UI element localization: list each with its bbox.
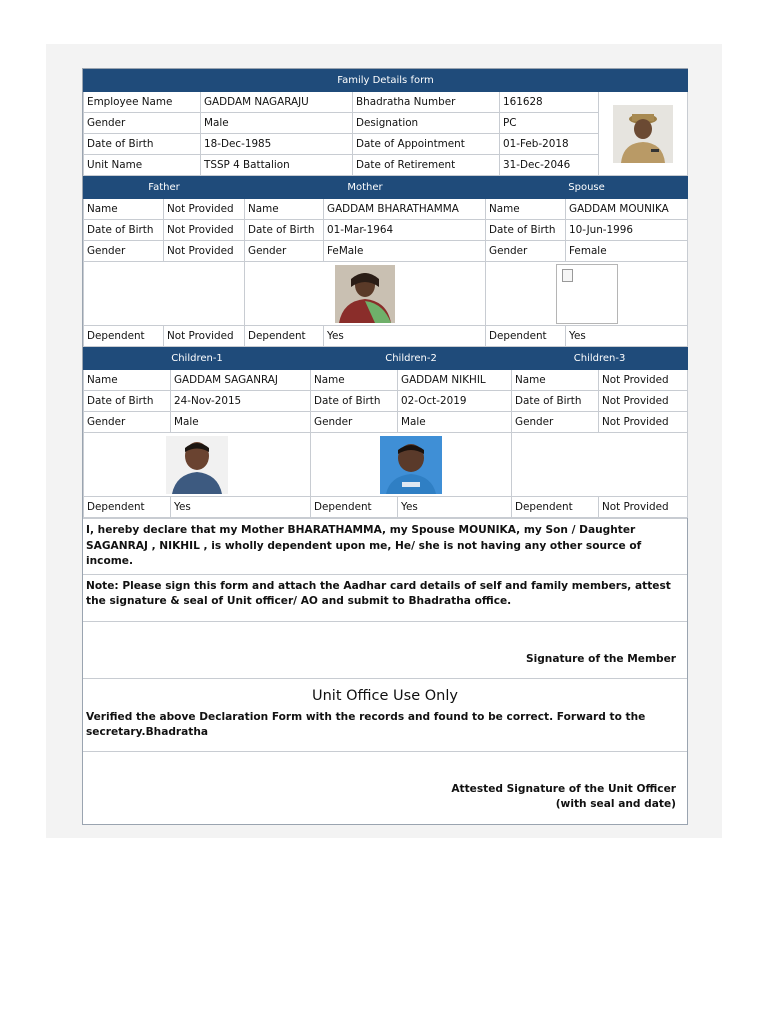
parents-table [83,176,688,347]
child3-dob-label: Date of Birth [512,391,599,412]
father-dob-value: Not Provided [164,220,245,241]
father-dob-label: Date of Birth [84,220,164,241]
child2-gender-value: Male [398,412,512,433]
child2-photo [380,436,442,494]
child2-name-label: Name [311,370,398,391]
child2-gender-label: Gender [311,412,398,433]
mother-gender-label: Gender [245,241,324,262]
bhadratha-number-value: 161628 [500,92,599,113]
child3-dependent-value: Not Provided [599,497,688,518]
child1-dependent-value: Yes [171,497,311,518]
spouse-gender-label: Gender [486,241,566,262]
child1-dob-value: 24-Nov-2015 [171,391,311,412]
designation-label: Designation [353,113,500,134]
form-title: Family Details form [84,70,688,92]
spouse-header: Spouse [486,177,688,199]
father-name-value: Not Provided [164,199,245,220]
child3-photo-cell [512,433,688,497]
child1-dob-label: Date of Birth [84,391,171,412]
child3-dependent-label: Dependent [512,497,599,518]
dob-value: 18-Dec-1985 [201,134,353,155]
father-gender-label: Gender [84,241,164,262]
declaration-text: I, hereby declare that my Mother BHARATHAMMA, my Spouse MOUNIKA, my Son / Daughter SAGANRAJ , NIKHIL , is wholly dependent upon me, He/ she is not having any other source of income. [83,518,687,574]
child1-gender-label: Gender [84,412,171,433]
spouse-dob-value: 10-Jun-1996 [566,220,688,241]
father-header: Father [84,177,245,199]
spouse-dob-label: Date of Birth [486,220,566,241]
employee-name-value: GADDAM NAGARAJU [201,92,353,113]
child2-dependent-value: Yes [398,497,512,518]
child2-dependent-label: Dependent [311,497,398,518]
spouse-dependent-value: Yes [566,326,688,347]
spouse-dependent-label: Dependent [486,326,566,347]
children-table [83,347,688,518]
retirement-label: Date of Retirement [353,155,500,176]
gender-value: Male [201,113,353,134]
mother-dob-label: Date of Birth [245,220,324,241]
child3-name-value: Not Provided [599,370,688,391]
child3-name-label: Name [512,370,599,391]
child1-dependent-label: Dependent [84,497,171,518]
child1-gender-value: Male [171,412,311,433]
unit-office-title: Unit Office Use Only [312,687,458,704]
mother-dependent-value: Yes [324,326,486,347]
spouse-name-value: GADDAM MOUNIKA [566,199,688,220]
child1-name-label: Name [84,370,171,391]
child1-header: Children-1 [84,348,311,370]
mother-gender-value: FeMale [324,241,486,262]
child1-photo [166,436,228,494]
dob-label: Date of Birth [84,134,201,155]
broken-image-icon [556,264,618,324]
father-dependent-label: Dependent [84,326,164,347]
mother-dependent-label: Dependent [245,326,324,347]
child2-dob-label: Date of Birth [311,391,398,412]
member-signature-area [83,621,687,678]
page-sheet [46,44,722,838]
designation-value: PC [500,113,599,134]
appointment-label: Date of Appointment [353,134,500,155]
father-dependent-value: Not Provided [164,326,245,347]
unit-officer-signature-area [83,751,687,824]
mother-name-value: GADDAM BHARATHAMMA [324,199,486,220]
note-text: Note: Please sign this form and attach the Aadhar card details of self and family members, attest the signature & seal of Unit officer/ AO and submit to Bhadratha office. [83,574,687,621]
unit-name-label: Unit Name [84,155,201,176]
mother-photo [335,265,395,323]
spouse-gender-value: Female [566,241,688,262]
unit-office-section [83,678,687,751]
unit-office-text: Verified the above Declaration Form with the records and found to be correct. Forward to the secretary.Bhadratha [86,710,646,738]
employee-table [83,69,688,176]
child2-header: Children-2 [311,348,512,370]
mother-photo-cell [245,262,486,326]
mother-dob-value: 01-Mar-1964 [324,220,486,241]
child2-photo-cell [311,433,512,497]
mother-name-label: Name [245,199,324,220]
employee-name-label: Employee Name [84,92,201,113]
father-name-label: Name [84,199,164,220]
unit-officer-signature-label [451,782,676,813]
bhadratha-number-label: Bhadratha Number [353,92,500,113]
appointment-value: 01-Feb-2018 [500,134,599,155]
retirement-value: 31-Dec-2046 [500,155,599,176]
father-photo-cell [84,262,245,326]
unit-officer-signature-line2: (with seal and date) [555,798,676,810]
child2-name-value: GADDAM NIKHIL [398,370,512,391]
spouse-photo-cell [486,262,688,326]
employee-photo-cell [599,92,688,176]
member-signature-label: Signature of the Member [525,652,676,665]
child3-gender-value: Not Provided [599,412,688,433]
unit-officer-signature-line1: Attested Signature of the Unit Officer [451,782,676,795]
unit-name-value: TSSP 4 Battalion [201,155,353,176]
child3-gender-label: Gender [512,412,599,433]
child3-dob-value: Not Provided [599,391,688,412]
child3-header: Children-3 [512,348,688,370]
child2-dob-value: 02-Oct-2019 [398,391,512,412]
child1-name-value: GADDAM SAGANRAJ [171,370,311,391]
gender-label: Gender [84,113,201,134]
child1-photo-cell [84,433,311,497]
father-gender-value: Not Provided [164,241,245,262]
employee-photo [613,105,673,163]
spouse-name-label: Name [486,199,566,220]
mother-header: Mother [245,177,486,199]
family-details-form [82,68,688,825]
